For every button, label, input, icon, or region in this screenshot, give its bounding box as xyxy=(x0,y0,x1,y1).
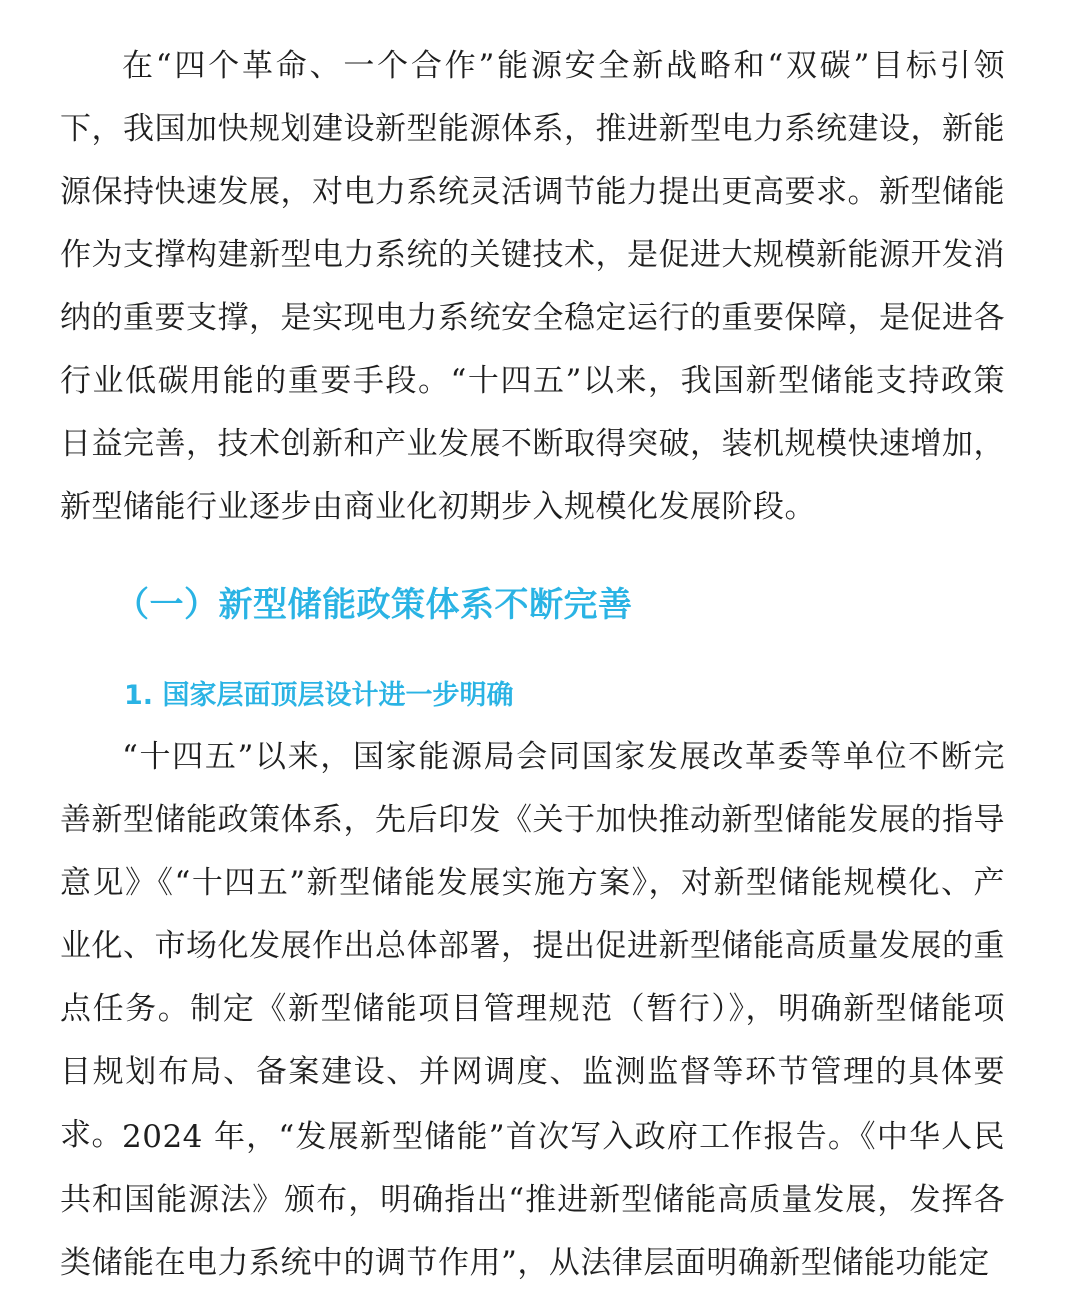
sub-heading: 1. 国家层面顶层设计进一步明确 xyxy=(124,680,514,711)
body-paragraph-2024: 2024 年，“发展新型储能”首次写入政府工作报告。《中华人民共和国能源法》颁布，明确指出“推进新型储能高质量发展，发挥各类储能在电力系统中的调节作用”，从法律层面明确新型储能功能定 xyxy=(60,1119,1005,1281)
body-paragraph-policy: “十四五”以来，国家能源局会同国家发展改革委等单位不断完善新型储能政策体系，先后印发《关于加快推动新型储能发展的指导意见》《“十四五”新型储能发展实施方案》，对新型储能规模化、产业化、市场化发展作出总体部署，提出促进新型储能高质量发展的重点任务。制定《新型储能项目管理规范（暂行）》，明确新型储能项目规划布局、备案建设、并网调度、监测监督等环节管理的具体要求。 xyxy=(60,739,1005,1153)
section-heading: （一）新型储能政策体系不断完善 xyxy=(115,585,633,625)
body-paragraph-intro: 在“四个革命、一个合作”能源安全新战略和“双碳”目标引领下，我国加快规划建设新型能源体系，推进新型电力系统建设，新能源保持快速发展，对电力系统灵活调节能力提出更高要求。新型储能作为支撑构建新型电力系统的关键技术，是促进大规模新能源开发消纳的重要支撑，是实现电力系统安全稳定运行的重要保障，是促进各行业低碳用能的重要手段。“十四五”以来，我国新型储能支持政策日益完善，技术创新和产业发展不断取得突破，装机规模快速增加，新型储能行业逐步由商业化初期步入规模化发展阶段。 xyxy=(60,48,1005,525)
